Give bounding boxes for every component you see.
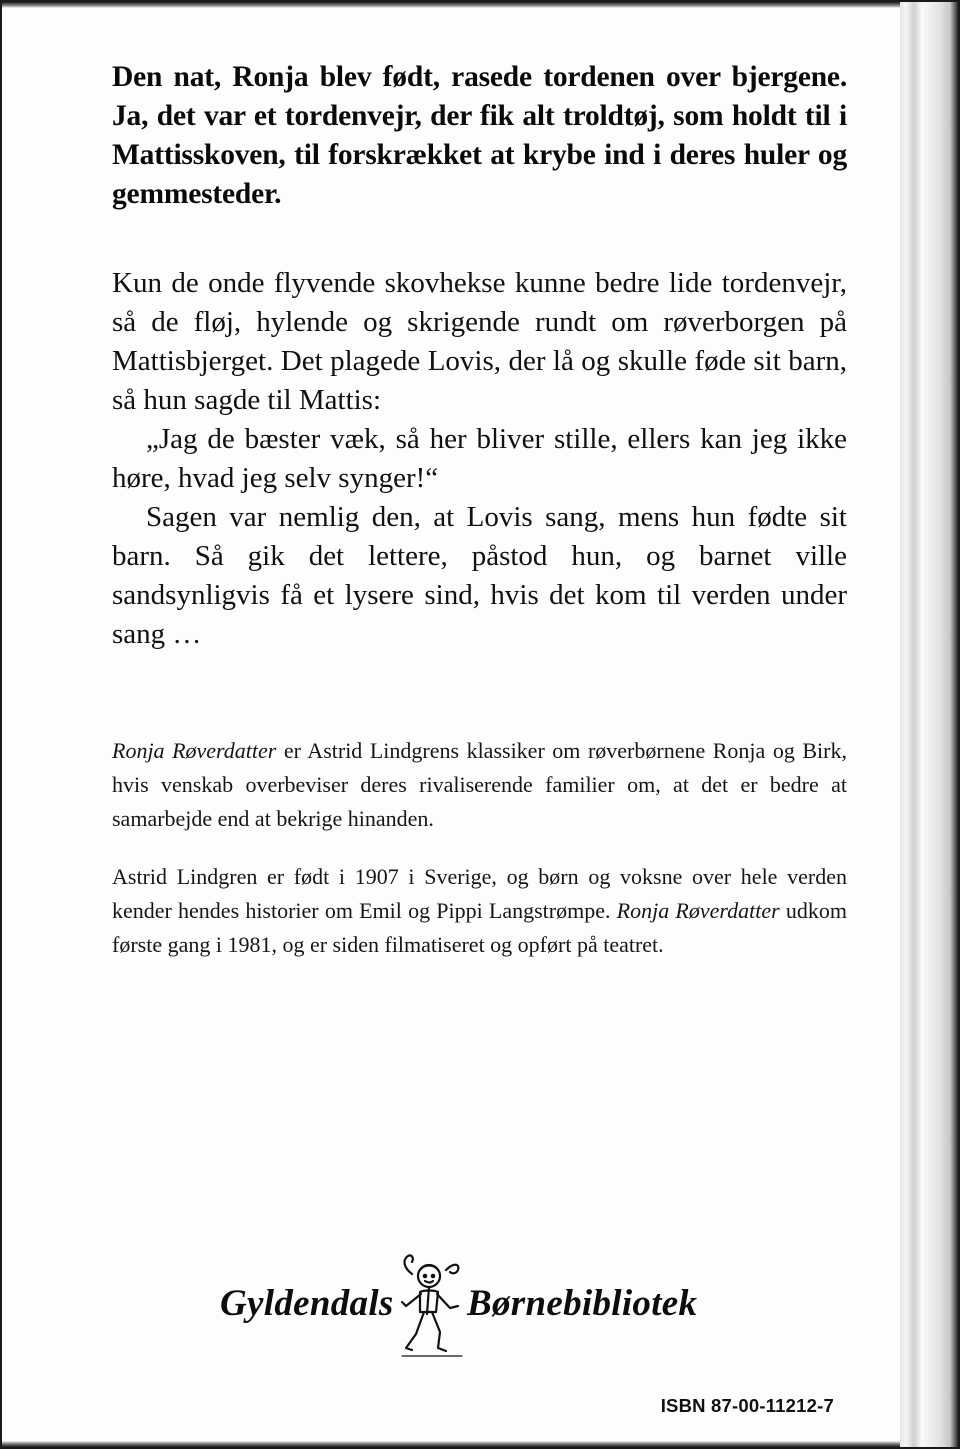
blurb-paragraph-1-text: er Astrid Lindgrens klassiker om røverbørnene Ronja og Birk, hvis venskab overbeviser deres rivaliserende familier om, at det er bedre at samarbejde end at bekrige hinanden. (112, 738, 847, 831)
blurb-paragraph-2 (112, 860, 847, 962)
publisher-name-right: Børnebibliotek (467, 1283, 698, 1324)
publisher-name-left: Gyldendals (220, 1283, 394, 1324)
cover-top-edge (2, 2, 958, 8)
cover-bottom-edge (2, 1441, 958, 1447)
blurb-paragraph-1 (112, 734, 847, 836)
isbn-number: ISBN 87-00-11212-7 (660, 1395, 834, 1416)
book-spine (900, 2, 958, 1447)
book-title-repeat: Ronja Røverdatter (616, 898, 780, 923)
lead-paragraph: Den nat, Ronja blev født, rasede tordenen over bjergene. Ja, det var et tordenvejr, der fik alt troldtøj, som holdt til i Mattisskoven, til forskrækket at krybe ind i deres huler og gemmesteder. (112, 61, 847, 210)
excerpt-paragraph-1: Kun de onde flyvende skovhekse kunne bedre lide tordenvejr, så de fløj, hylende og skrigende rundt om røverborgen på Mattisbjerget. Det plagede Lovis, der lå og skulle føde sit barn, så hun sagde til Mattis: (112, 267, 847, 416)
blurb-paragraph-2-text: udkom første gang i 1981, og er siden filmatiseret og opført på teatret. (112, 898, 847, 957)
blurb-paragraph-2-start: Astrid Lindgren er født i 1907 i Sverige, og børn og voksne over hele verden kender hendes historier om Emil og Pippi Langstrømpe. (112, 864, 847, 923)
excerpt (112, 264, 847, 654)
running-child-logo-icon (398, 1252, 466, 1362)
excerpt-paragraph-2: „Jag de bæster væk, så her bliver stille, ellers kan jeg ikke høre, hvad jeg selv synger!“ (112, 423, 847, 494)
book-blurb (112, 734, 847, 962)
excerpt-paragraph-3: Sagen var nemlig den, at Lovis sang, mens hun fødte sit barn. Så gik det lettere, påstod hun, og barnet ville sandsynligvis få et lysere sind, hvis det kom til verden under sang … (112, 501, 847, 650)
cover-text (112, 58, 847, 962)
publisher-imprint (212, 1252, 732, 1362)
book-title: Ronja Røverdatter (112, 738, 277, 763)
